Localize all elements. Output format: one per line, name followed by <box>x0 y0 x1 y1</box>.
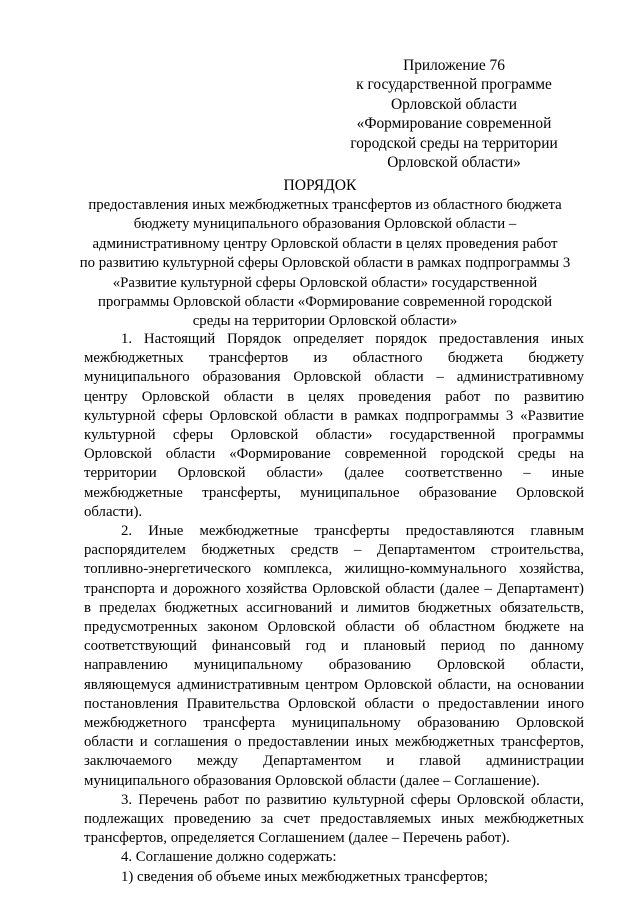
body-line: области). <box>84 503 143 520</box>
subtitle-line: бюджету муниципального образования Орловской области – <box>133 216 517 233</box>
body-line: направлению муниципальному образованию Орловской области, <box>84 657 584 674</box>
body-line: культурной сферы Орловской области в рамках подпрограммы 3 «Развитие <box>84 407 584 424</box>
body-line: 1) сведения об объеме иных межбюджетных трансфертов; <box>121 868 488 885</box>
body-line: межбюджетные трансферты, муниципальное образование Орловской <box>84 484 584 501</box>
body-line: в пределах бюджетных ассигнований и лимитов бюджетных обязательств, <box>84 599 584 616</box>
body-line: муниципального образования Орловской области – административному <box>84 369 584 386</box>
body-line: муниципального образования Орловской области (далее – Соглашение). <box>84 772 540 789</box>
body-line: межбюджетного трансферта муниципальному образованию Орловской <box>84 715 584 732</box>
body-line: культурной сферы Орловской области» государственной программы <box>84 427 584 444</box>
subtitle-line: по развитию культурной сферы Орловской области в рамках подпрограммы 3 <box>79 255 571 272</box>
body-line: центру Орловской области в целях проведения работ по развитию <box>84 388 584 405</box>
subtitle-line: предоставления иных межбюджетных трансфертов из областного бюджета <box>88 197 562 213</box>
body-line: трансфертов, определяется Соглашением (далее – Перечень работ). <box>84 830 510 847</box>
subtitle-line: среды на территории Орловской области» <box>192 313 458 330</box>
body-line: топливно-энергетического комплекса, жилищно-коммунального хозяйства, <box>84 561 584 578</box>
document-subtitle <box>60 196 590 332</box>
body-line: 4. Соглашение должно содержать: <box>121 849 337 866</box>
body-line: 1. Настоящий Порядок определяет порядок предоставления иных <box>121 331 584 347</box>
body-line: являющемуся административным центром Орловской области, на основании <box>84 676 584 693</box>
appendix-line: Орловской области» <box>387 154 521 172</box>
document-title: ПОРЯДОК <box>283 177 357 194</box>
body-line: предусмотренных законом Орловской области об областном бюджете на <box>84 619 584 636</box>
appendix-line: к государственной программе <box>356 76 552 94</box>
body-line: соответствующий финансовый год и плановый период по данному <box>84 638 584 655</box>
appendix-line: Орловской области <box>391 95 517 113</box>
document-body <box>84 330 584 887</box>
appendix-line: городской среды на территории <box>350 134 558 152</box>
appendix-line: Приложение 76 <box>403 57 505 74</box>
appendix-block <box>338 56 570 172</box>
subtitle-line: программы Орловской области «Формирование современной городской <box>97 294 553 311</box>
subtitle-line: административному центру Орловской области в целях проведения работ <box>92 235 558 252</box>
body-line: межбюджетных трансфертов из областного бюджета бюджету <box>84 350 584 367</box>
body-line: области и соглашения о предоставлении иных межбюджетных трансфертов, <box>84 734 584 751</box>
body-line: заключаемого между Департаментом и главой администрации <box>84 753 584 770</box>
body-line: постановления Правительства Орловской области о предоставлении иного <box>84 695 584 712</box>
appendix-line: «Формирование современной <box>356 115 552 133</box>
body-line: подлежащих проведению за счет предоставляемых иных межбюджетных <box>84 811 584 828</box>
body-line: территории Орловской области» (далее соответственно – иные <box>84 465 584 482</box>
subtitle-line: «Развитие культурной сферы Орловской области» государственной <box>112 274 538 291</box>
body-line: 3. Перечень работ по развитию культурной сферы Орловской области, <box>121 791 584 808</box>
body-line: транспорта и дорожного хозяйства Орловской области (далее – Департамент) <box>84 580 584 597</box>
body-line: 2. Иные межбюджетные трансферты предоставляются главным <box>121 523 584 540</box>
body-line: распорядителем бюджетных средств – Департаментом строительства, <box>84 542 584 559</box>
body-line: Орловской области «Формирование современной городской среды на <box>84 446 584 463</box>
